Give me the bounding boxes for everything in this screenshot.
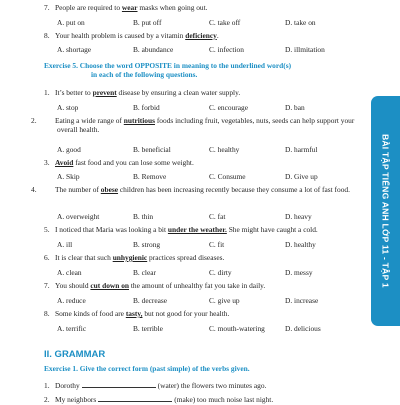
grammar-question-2: 2. My neighbors (make) too much noise last night. bbox=[44, 395, 274, 404]
option-c[interactable]: C. encourage bbox=[209, 103, 248, 112]
option-b[interactable]: B. clear bbox=[133, 268, 156, 277]
question-8: 8. Your health problem is caused by a vitamin deficiency. bbox=[44, 31, 219, 40]
ex5-question-5-options bbox=[57, 241, 357, 251]
option-c[interactable]: C. Consume bbox=[209, 172, 246, 181]
option-a[interactable]: A. good bbox=[57, 145, 81, 154]
option-d[interactable]: D. increase bbox=[285, 296, 319, 305]
exercise-5-heading: Exercise 5. Choose the word OPPOSITE in meaning to the underlined word(s) in each of the following questions. bbox=[44, 61, 292, 79]
ex5-question-3-options bbox=[57, 173, 357, 183]
ex5-question-8-options bbox=[57, 325, 357, 335]
side-tab bbox=[371, 96, 400, 326]
option-d[interactable]: D. healthy bbox=[285, 240, 316, 249]
question-8-options bbox=[57, 46, 357, 56]
option-b[interactable]: B. strong bbox=[133, 240, 161, 249]
option-a[interactable]: A. overweight bbox=[57, 212, 100, 221]
option-c[interactable]: C. fit bbox=[209, 240, 225, 249]
option-b[interactable]: B. abundance bbox=[133, 45, 174, 54]
option-c[interactable]: C. give up bbox=[209, 296, 240, 305]
ex5-question-6-options bbox=[57, 269, 357, 279]
option-b[interactable]: B. thin bbox=[133, 212, 154, 221]
ex5-question-6: 6. It is clear that such unhygienic practices spread diseases. bbox=[44, 253, 225, 262]
option-b[interactable]: B. decrease bbox=[133, 296, 168, 305]
option-c[interactable]: C. fat bbox=[209, 212, 226, 221]
question-7: 7. People are required to wear masks when going out. bbox=[44, 3, 208, 12]
ex5-question-1: 1. It’s better to prevent disease by ensuring a clean water supply. bbox=[44, 88, 241, 97]
option-d[interactable]: D. messy bbox=[285, 268, 313, 277]
question-7-options bbox=[57, 19, 357, 29]
ex5-question-8: 8. Some kinds of food are tasty, but not good for your health. bbox=[44, 309, 230, 318]
option-a[interactable]: A. put on bbox=[57, 18, 85, 27]
option-b[interactable]: B. terrible bbox=[133, 324, 163, 333]
ex5-question-3: 3. Avoid fast food and you can lose some weight. bbox=[44, 158, 194, 167]
side-tab-label: BÀI TẬP TIẾNG ANH LỚP 11 - TẬP 1 bbox=[380, 134, 391, 288]
option-c[interactable]: C. infection bbox=[209, 45, 244, 54]
option-a[interactable]: A. clean bbox=[57, 268, 82, 277]
ex5-question-5: 5. I noticed that Maria was looking a bit under the weather. She might have caught a cold. bbox=[44, 225, 318, 234]
option-d[interactable]: D. ban bbox=[285, 103, 305, 112]
ex5-question-4-options bbox=[57, 213, 357, 223]
grammar-exercise-1-heading: Exercise 1. Give the correct form (past simple) of the verbs given. bbox=[44, 364, 250, 373]
ex5-question-7: 7. You should cut down on the amount of unhealthy fat you take in daily. bbox=[44, 281, 266, 290]
ex5-question-7-options bbox=[57, 297, 357, 307]
option-b[interactable]: B. put off bbox=[133, 18, 162, 27]
option-a[interactable]: A. reduce bbox=[57, 296, 86, 305]
option-a[interactable]: A. stop bbox=[57, 103, 79, 112]
option-d[interactable]: D. delicious bbox=[285, 324, 321, 333]
answer-blank[interactable] bbox=[98, 394, 172, 402]
option-b[interactable]: B. Remove bbox=[133, 172, 167, 181]
option-d[interactable]: D. Give up bbox=[285, 172, 318, 181]
option-d[interactable]: D. illmitation bbox=[285, 45, 325, 54]
option-d[interactable]: D. take on bbox=[285, 18, 316, 27]
ex5-question-2: 2. Eating a wide range of nutritious foods including fruit, vegetables, nuts, seeds can help support your overall health. bbox=[31, 116, 355, 134]
option-d[interactable]: D. heavy bbox=[285, 212, 312, 221]
ex5-question-1-options bbox=[57, 104, 357, 114]
option-b[interactable]: B. forbid bbox=[133, 103, 160, 112]
option-c[interactable]: C. mouth-watering bbox=[209, 324, 265, 333]
option-a[interactable]: A. Skip bbox=[57, 172, 80, 181]
option-c[interactable]: C. healthy bbox=[209, 145, 240, 154]
option-a[interactable]: A. shortage bbox=[57, 45, 92, 54]
grammar-question-1: 1. Dorothy (water) the flowers two minutes ago. bbox=[44, 381, 267, 390]
ex5-question-2-options bbox=[57, 146, 357, 156]
option-a[interactable]: A. terrific bbox=[57, 324, 87, 333]
option-c[interactable]: C. dirty bbox=[209, 268, 232, 277]
answer-blank[interactable] bbox=[82, 380, 156, 388]
option-c[interactable]: C. take off bbox=[209, 18, 241, 27]
ex5-question-4: 4. The number of obese children has been increasing recently because they consume a lot of fast food. bbox=[31, 185, 350, 194]
option-d[interactable]: D. harmful bbox=[285, 145, 318, 154]
option-a[interactable]: A. ill bbox=[57, 240, 73, 249]
option-b[interactable]: B. beneficial bbox=[133, 145, 171, 154]
grammar-heading: II. GRAMMAR bbox=[44, 349, 106, 360]
